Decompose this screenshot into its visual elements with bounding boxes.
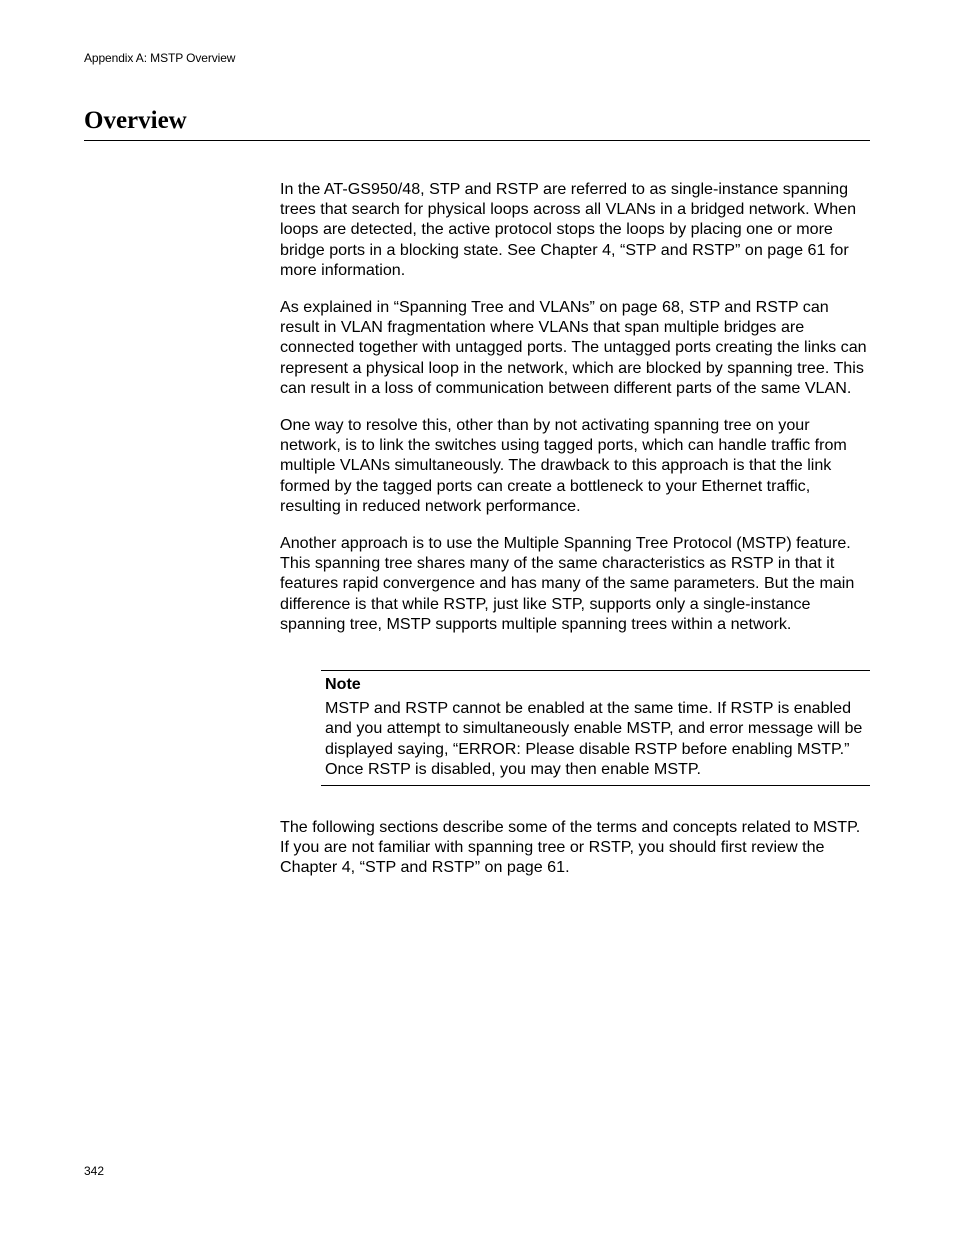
paragraph-intro: In the AT-GS950/48, STP and RSTP are referred to as single-instance spanning trees that search for physical loops across all VLANs in a bridged network. When loops are detected, the active protocol stops the loops by placing one or more bridge ports in a blocking state. See Chapter 4, “STP and RSTP” on page 61 for more information. [280,180,857,279]
note-text: MSTP and RSTP cannot be enabled at the same time. If RSTP is enabled and you attempt to simultaneously enable MSTP, and error message will be displayed saying, “ERROR: Please disable RSTP before enabling MSTP.” Once RSTP is disabled, you may then enable MSTP. [325,699,863,778]
running-header: Appendix A: MSTP Overview [84,51,236,65]
paragraph-vlan-fragmentation: As explained in “Spanning Tree and VLANs” on page 68, STP and RSTP can result in VLAN fragmentation where VLANs that span multiple bridges are connected together with untagged ports. The untagged ports creating the links can represent a physical loop in the network, which are blocked by spanning tree. This can result in a loss of communication between different parts of the same VLAN. [280,298,867,397]
paragraph-tagged-ports: One way to resolve this, other than by not activating spanning tree on your network, is to link the switches using tagged ports, which can handle traffic from multiple VLANs simultaneously. The drawback to this approach is that the link formed by the tagged ports can create a bottleneck to your Ethernet traffic, resulting in reduced network performance. [280,416,847,515]
body-column [280,179,872,895]
paragraph-mstp-approach: Another approach is to use the Multiple Spanning Tree Protocol (MSTP) feature. This spanning tree shares many of the same characteristics as RSTP in that it features rapid convergence and has many of the same parameters. But the main difference is that while RSTP, just like STP, supports only a single-instance spanning tree, MSTP supports multiple spanning trees within a network. [280,534,855,633]
page-number: 342 [84,1164,105,1178]
note-label: Note [325,675,361,694]
note-box [321,670,870,786]
section-title: Overview [84,107,187,134]
title-divider [84,140,870,141]
paragraph-closing: The following sections describe some of the terms and concepts related to MSTP. If you are not familiar with spanning tree or RSTP, you should first review the Chapter 4, “STP and RSTP” on page 61. [280,818,861,877]
